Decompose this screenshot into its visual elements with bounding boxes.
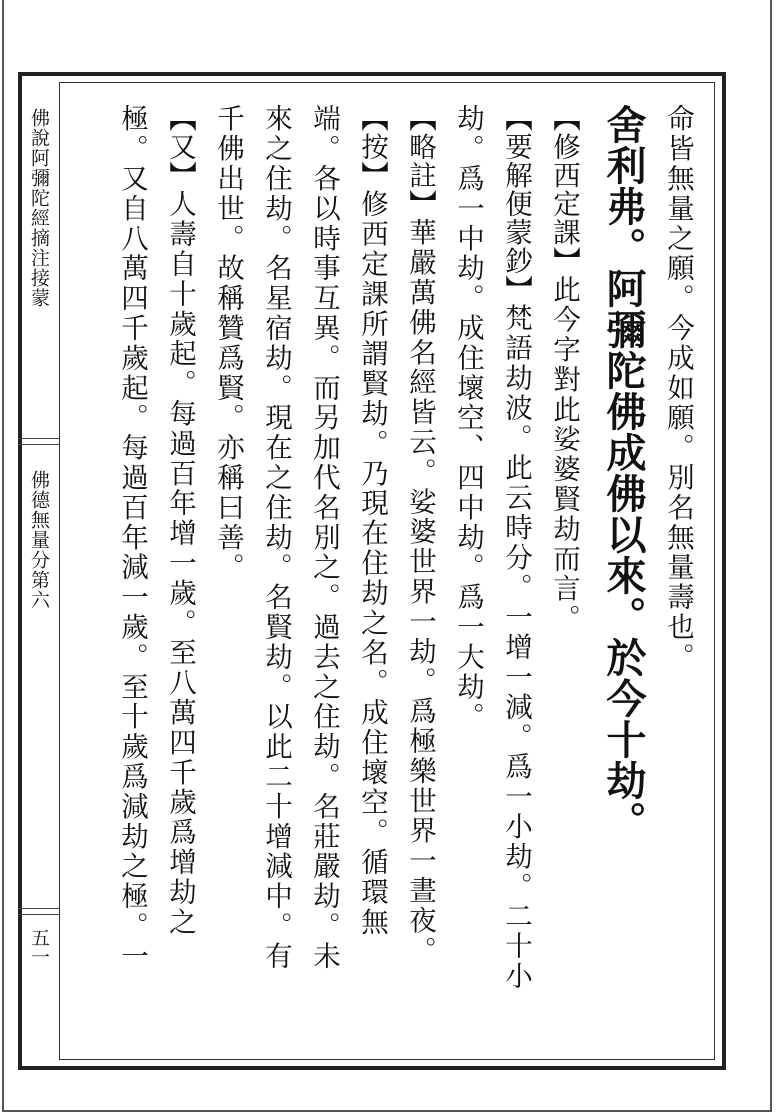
column-text: 來之住劫。名星宿劫。現在之住劫。名賢劫。以此二十增減中。有 bbox=[260, 104, 292, 972]
book-title: 佛說阿彌陀經摘注接蒙 bbox=[28, 108, 50, 308]
text-column bbox=[206, 104, 250, 1044]
text-column bbox=[302, 104, 346, 1044]
column-text: 千佛出世。故稱贊爲賢。亦稱曰善。 bbox=[212, 104, 244, 583]
margin-divider bbox=[18, 908, 59, 909]
sutra-verse: 舍利弗。阿彌陀佛成佛以來。於今十劫。 bbox=[600, 104, 647, 842]
text-column bbox=[158, 104, 202, 1044]
commentary-label: 【按】 bbox=[356, 104, 388, 190]
commentary-label: 【略註】 bbox=[404, 104, 436, 218]
column-text: 極。又自八萬四千歲起。每過百年減一歲。至十歲爲減劫之極。一 bbox=[116, 104, 148, 972]
text-column bbox=[398, 104, 442, 1044]
margin-divider bbox=[18, 444, 59, 445]
text-body bbox=[80, 104, 700, 1044]
text-column bbox=[542, 104, 586, 1044]
margin-divider bbox=[18, 438, 59, 439]
column-text: 修西定課所謂賢劫。乃現在住劫之名。成住壞空。循環無 bbox=[356, 189, 388, 937]
text-column bbox=[110, 104, 154, 1044]
text-column bbox=[254, 104, 298, 1044]
text-column bbox=[350, 104, 394, 1044]
column-text: 端。各以時事互異。而另加代名別之。過去之住劫。名莊嚴劫。未 bbox=[308, 104, 340, 972]
text-column bbox=[494, 104, 538, 1044]
commentary-label: 【要解便蒙鈔】 bbox=[500, 104, 532, 304]
sutra-verse-column bbox=[594, 104, 652, 1044]
commentary-label: 【又】 bbox=[164, 104, 196, 190]
text-column bbox=[446, 104, 490, 1044]
column-text: 此今字對此娑婆賢劫而言。 bbox=[548, 275, 580, 634]
column-text: 梵語劫波。此云時分。一增一減。爲一小劫。二十小 bbox=[500, 303, 532, 992]
column-text: 命皆無量之願。今成如願。別名無量壽也。 bbox=[662, 104, 694, 673]
commentary-label: 【修西定課】 bbox=[548, 104, 580, 275]
margin-divider bbox=[18, 914, 59, 915]
section-title: 佛德無量分第六 bbox=[28, 470, 50, 610]
column-text: 人壽自十歲起。每過百年增一歲。至八萬四千歲爲增劫之 bbox=[164, 189, 196, 937]
column-text: 劫。爲一中劫。成住壞空、四中劫。爲一大劫。 bbox=[452, 104, 484, 732]
page-number: 五一 bbox=[28, 928, 50, 966]
text-column bbox=[656, 104, 700, 1044]
column-text: 華嚴萬佛名經皆云。娑婆世界一劫。爲極樂世界一晝夜。 bbox=[404, 218, 436, 966]
